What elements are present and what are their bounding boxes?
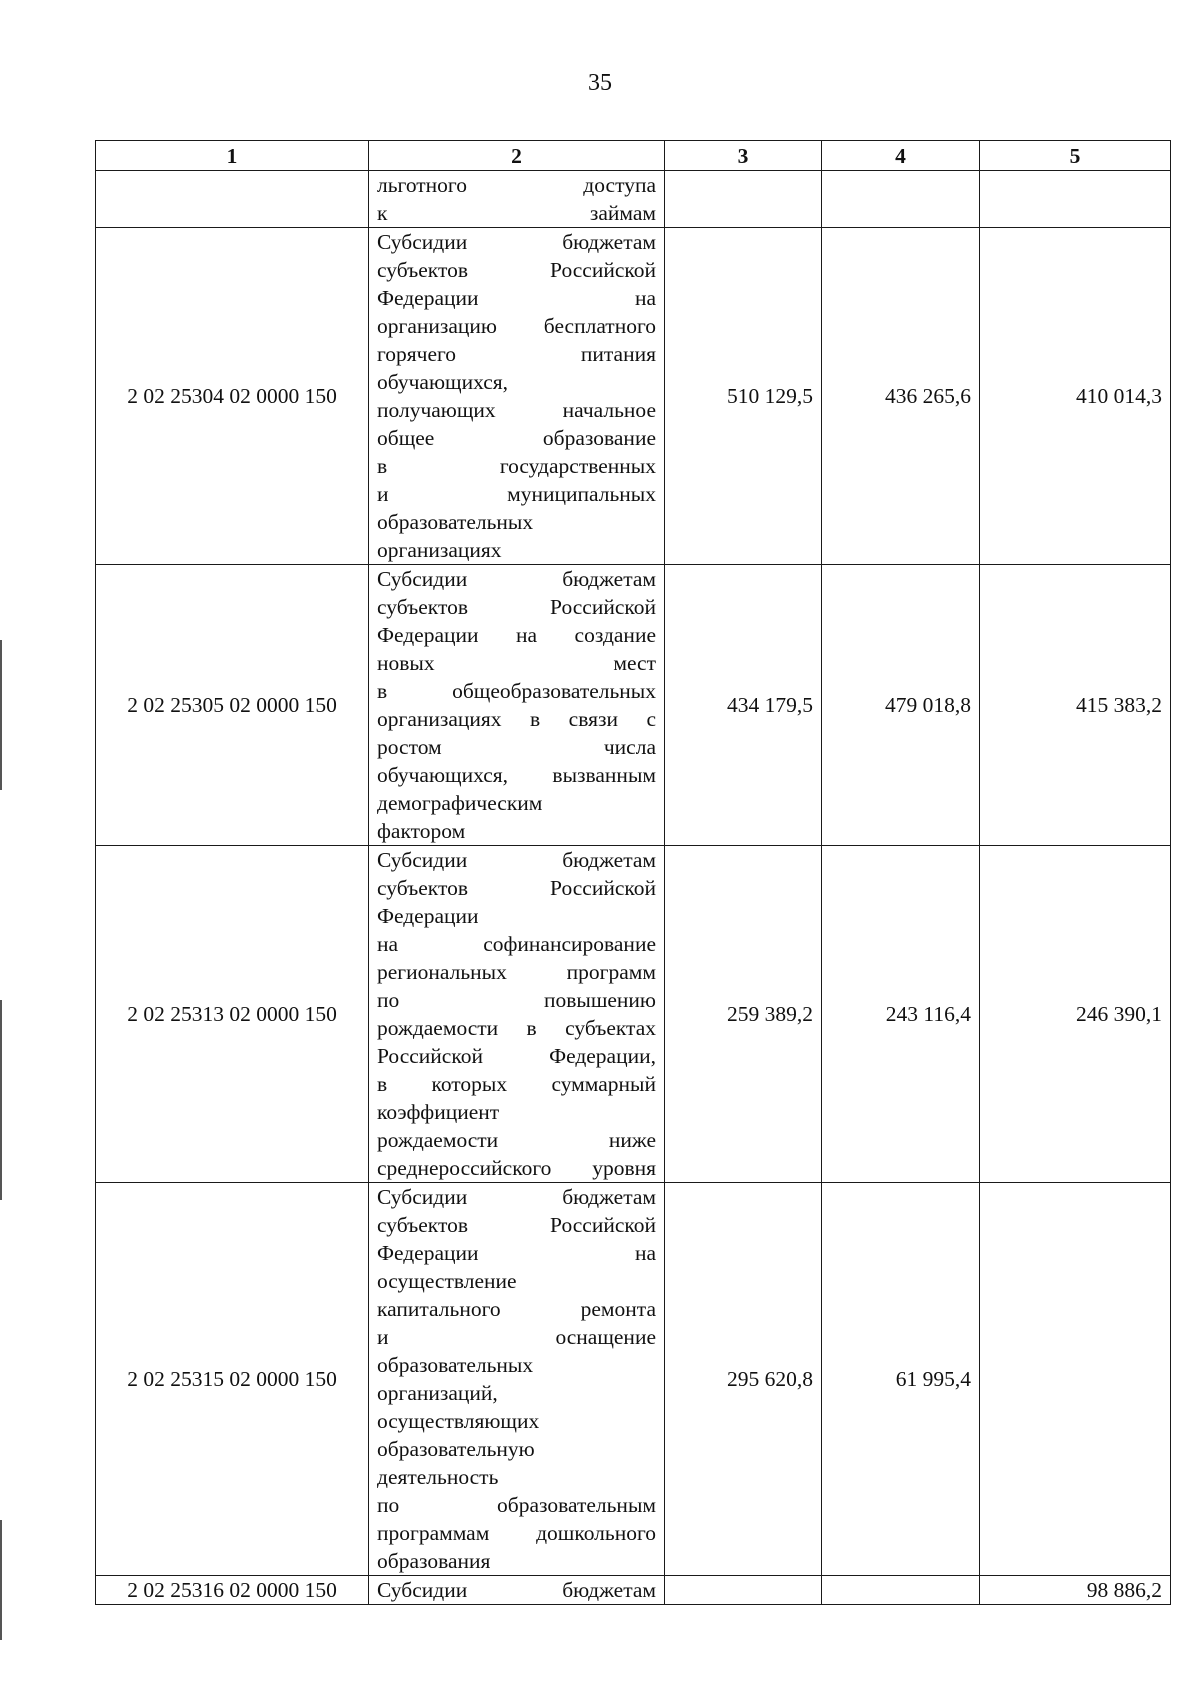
description-line: и муниципальных (377, 482, 656, 506)
table-row (96, 565, 1171, 846)
binding-margin-line (0, 1520, 2, 1640)
revenue-code-cell (96, 171, 369, 228)
amount-cell-col3 (665, 1576, 822, 1605)
amount-cell-col5: 415 383,2 (980, 565, 1171, 846)
description-cell (369, 565, 665, 846)
description-line: горячего питания (377, 342, 656, 366)
description-line: региональных программ (377, 960, 656, 984)
description-line: ростом числа (377, 735, 656, 759)
description-line: субъектов Российской (377, 876, 656, 900)
description-line: Субсидии бюджетам (377, 1185, 656, 1209)
description-line: деятельность (377, 1465, 499, 1489)
description-line: образовательную (377, 1437, 535, 1461)
table-body (96, 171, 1171, 1605)
table-row (96, 846, 1171, 1183)
description-line: субъектов Российской (377, 1213, 656, 1237)
description-line: Федерации на (377, 1241, 656, 1265)
revenue-code-cell: 2 02 25315 02 0000 150 (96, 1183, 369, 1576)
budget-table (95, 140, 1171, 1605)
amount-cell-col5 (980, 171, 1171, 228)
table-row (96, 1576, 1171, 1605)
description-line: в общеобразовательных (377, 679, 656, 703)
description-line: Субсидии бюджетам (377, 567, 656, 591)
amount-cell-col3: 259 389,2 (665, 846, 822, 1183)
description-line: по повышению (377, 988, 656, 1012)
description-line: организациях в связи с (377, 707, 656, 731)
description-line: субъектов Российской (377, 595, 656, 619)
description-line: демографическим (377, 791, 543, 815)
description-line: по образовательным (377, 1493, 656, 1517)
description-line: фактором (377, 819, 466, 843)
description-line: рождаемости ниже (377, 1128, 656, 1152)
description-cell (369, 1183, 665, 1576)
amount-cell-col4: 61 995,4 (822, 1183, 980, 1576)
description-line: капитального ремонта (377, 1297, 656, 1321)
page-number: 35 (588, 70, 612, 96)
column-header: 5 (980, 141, 1171, 171)
description-line: рождаемости в субъектах (377, 1016, 656, 1040)
amount-cell-col5: 246 390,1 (980, 846, 1171, 1183)
table-row (96, 228, 1171, 565)
description-line: Федерации на создание (377, 623, 656, 647)
amount-cell-col3: 434 179,5 (665, 565, 822, 846)
description-line: в государственных (377, 454, 656, 478)
revenue-code-cell: 2 02 25305 02 0000 150 (96, 565, 369, 846)
description-line: к займам (377, 201, 656, 225)
revenue-code-cell: 2 02 25304 02 0000 150 (96, 228, 369, 565)
description-line: Федерации на (377, 286, 656, 310)
description-line: льготного доступа (377, 173, 656, 197)
amount-cell-col5: 410 014,3 (980, 228, 1171, 565)
description-line: образовательных (377, 510, 534, 534)
description-line: Российской Федерации, (377, 1044, 656, 1068)
description-line: Федерации (377, 904, 479, 928)
amount-cell-col4 (822, 171, 980, 228)
description-line: общее образование (377, 426, 656, 450)
amount-cell-col4 (822, 1576, 980, 1605)
amount-cell-col3 (665, 171, 822, 228)
amount-cell-col4: 436 265,6 (822, 228, 980, 565)
column-header: 3 (665, 141, 822, 171)
description-line: осуществляющих (377, 1409, 540, 1433)
description-line: в которых суммарный (377, 1072, 656, 1096)
amount-cell-col5 (980, 1183, 1171, 1576)
amount-cell-col5: 98 886,2 (980, 1576, 1171, 1605)
description-line: образовательных (377, 1353, 534, 1377)
description-line: образования (377, 1549, 491, 1573)
description-line: обучающихся, (377, 370, 509, 394)
description-line: среднероссийского уровня (377, 1156, 656, 1180)
revenue-code-cell: 2 02 25313 02 0000 150 (96, 846, 369, 1183)
table-header-row (96, 141, 1171, 171)
description-line: организациях (377, 538, 502, 562)
description-line: Субсидии бюджетам (377, 1578, 656, 1602)
table-row (96, 1183, 1171, 1576)
description-line: программам дошкольного (377, 1521, 656, 1545)
amount-cell-col3: 510 129,5 (665, 228, 822, 565)
amount-cell-col4: 243 116,4 (822, 846, 980, 1183)
description-line: организаций, (377, 1381, 498, 1405)
description-line: на софинансирование (377, 932, 656, 956)
description-line: получающих начальное (377, 398, 656, 422)
description-cell (369, 171, 665, 228)
description-line: Субсидии бюджетам (377, 230, 656, 254)
description-line: организацию бесплатного (377, 314, 656, 338)
description-cell (369, 1576, 665, 1605)
column-header: 1 (96, 141, 369, 171)
table-row (96, 171, 1171, 228)
description-line: новых мест (377, 651, 656, 675)
description-cell (369, 228, 665, 565)
description-line: обучающихся, вызванным (377, 763, 656, 787)
amount-cell-col3: 295 620,8 (665, 1183, 822, 1576)
description-line: субъектов Российской (377, 258, 656, 282)
description-cell (369, 846, 665, 1183)
column-header: 2 (369, 141, 665, 171)
description-line: и оснащение (377, 1325, 656, 1349)
amount-cell-col4: 479 018,8 (822, 565, 980, 846)
column-header: 4 (822, 141, 980, 171)
description-line: осуществление (377, 1269, 517, 1293)
description-line: коэффициент (377, 1100, 500, 1124)
binding-margin-line (0, 1000, 2, 1200)
binding-margin-line (0, 640, 2, 790)
description-line: Субсидии бюджетам (377, 848, 656, 872)
revenue-code-cell: 2 02 25316 02 0000 150 (96, 1576, 369, 1605)
